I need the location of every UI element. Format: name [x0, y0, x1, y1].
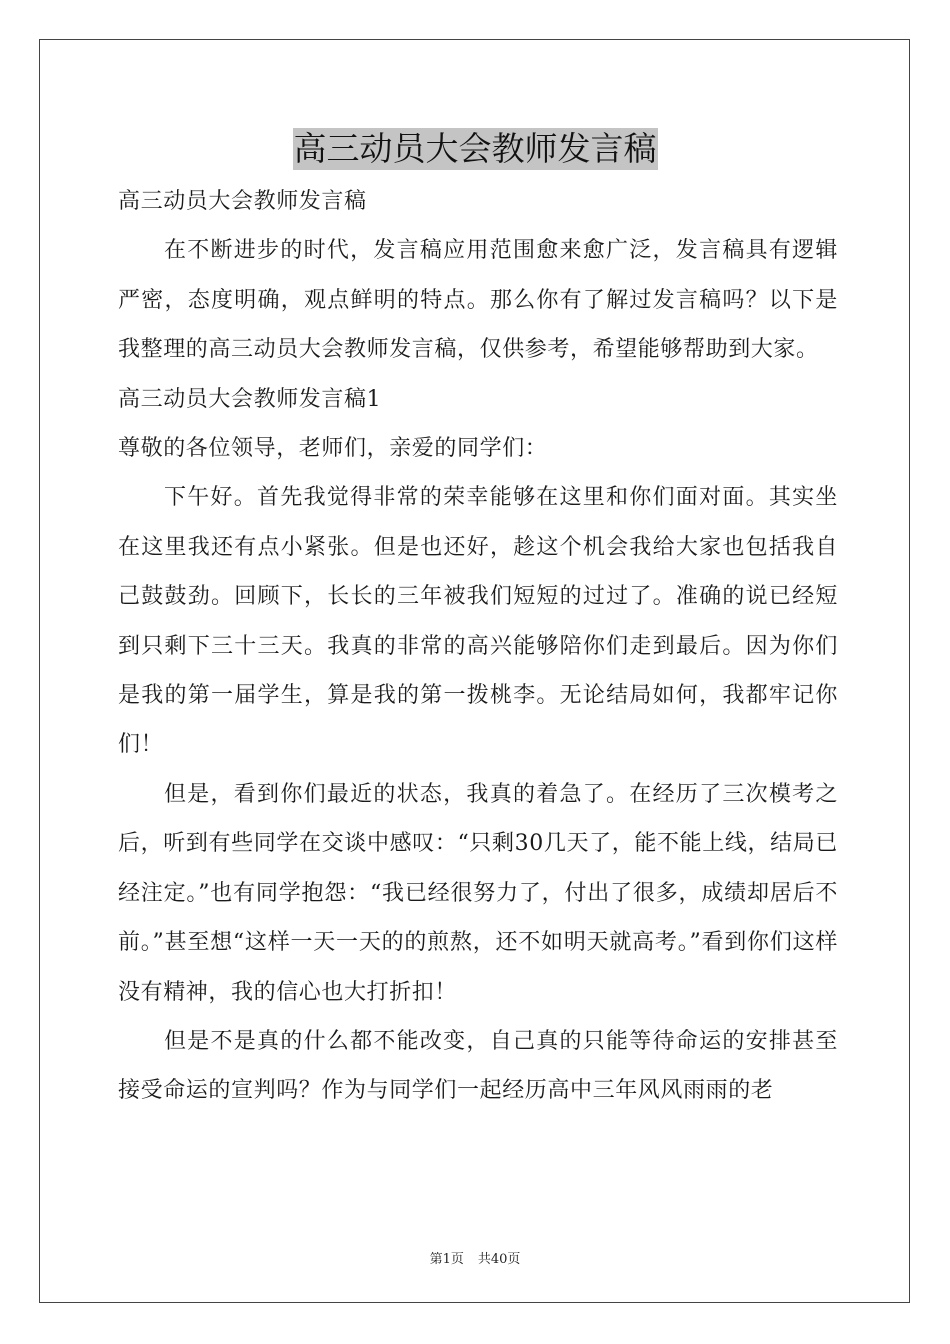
- paragraph-salutation: 尊敬的各位领导，老师们，亲爱的同学们：: [118, 436, 548, 462]
- paragraph-heading-1: 高三动员大会教师发言稿1: [118, 386, 382, 412]
- document-body: [118, 177, 838, 1116]
- paragraph-intro: 在不断进步的时代，发言稿应用范围愈来愈广泛，发言稿具有逻辑严密，态度明确，观点鲜明的特点。那么你有了解过发言稿吗？以下是我整理的高三动员大会教师发言稿，仅供参考，希望能够帮助到大家。: [118, 238, 838, 363]
- paragraph-body: 下午好。首先我觉得非常的荣幸能够在这里和你们面对面。其实坐在这里我还有点小紧张。但是也还好，趁这个机会我给大家也包括我自己鼓鼓劲。回顾下，长长的三年被我们短短的过过了。准确的说已经短到只剩下三十三天。我真的非常的高兴能够陪你们走到最后。因为你们是我的第一届学生，算是我的第一拨桃李。无论结局如何，我都牢记你们！: [118, 485, 838, 758]
- page-total: 共40页: [477, 1252, 521, 1267]
- paragraph-body: 但是不是真的什么都不能改变，自己真的只能等待命运的安排甚至接受命运的宣判吗？作为与同学们一起经历高中三年风风雨雨的老: [118, 1028, 838, 1104]
- page-footer: [0, 1248, 950, 1267]
- paragraph-body: 但是，看到你们最近的状态，我真的着急了。在经历了三次模考之后，听到有些同学在交谈中感叹：“只剩30几天了，能不能上线，结局已经注定。”也有同学抱怨：“我已经很努力了，付出了很多，成绩却居后不前。”甚至想“这样一天一天的的煎熬，还不如明天就高考。”看到你们这样没有精神，我的信心也大打折扣！: [118, 781, 838, 1005]
- page-number: 第1页: [429, 1252, 464, 1267]
- paragraph-subtitle: 高三动员大会教师发言稿: [118, 189, 367, 214]
- title-wrap: [0, 128, 950, 170]
- document-title: 高三动员大会教师发言稿: [293, 129, 657, 168]
